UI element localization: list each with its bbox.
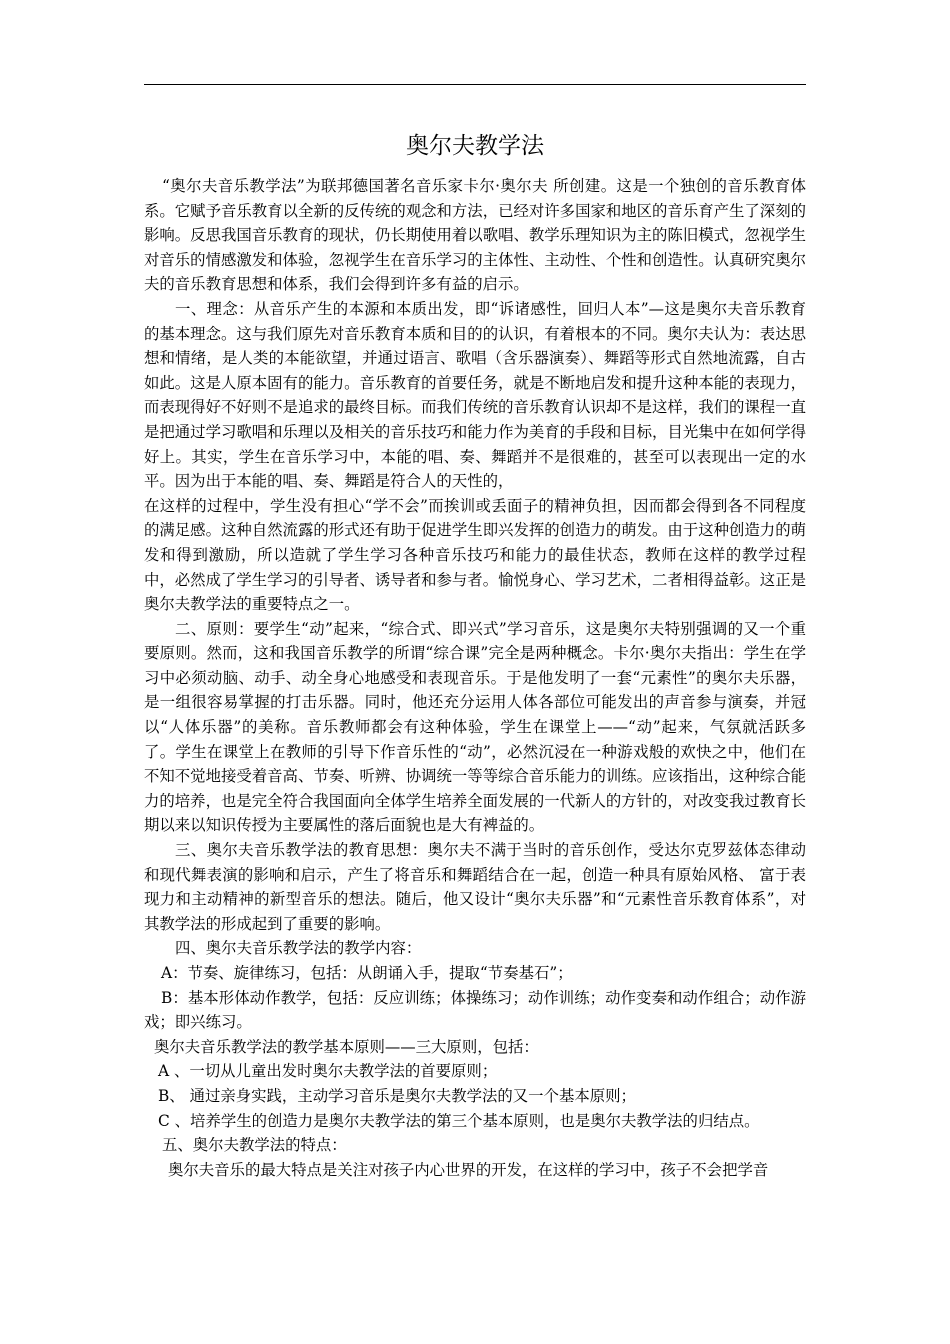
principle-item-a: A 、一切从儿童出发时奥尔夫教学法的首要原则；: [158, 1062, 498, 1081]
paragraph-principles-intro: 奥尔夫音乐教学法的教学基本原则——三大原则，包括：: [154, 1037, 539, 1056]
document-title: 奥尔夫教学法: [406, 133, 544, 159]
paragraph-intro: “奥尔夫音乐教学法”为联邦德国著名音乐家卡尔·奥尔夫 所创建。这是一个独创的音乐教育体系。它赋予音乐教育以全新的反传统的观念和方法，已经对许多国家和地区的音乐育产生了深刻的影响。反思我国音乐教育的现状，仍长期使用着以歌唱、教学乐理知识为主的陈旧模式，忽视学生对音乐的情感激发和体验，忽视学生在音乐学习的主体性、主动性、个性和创造性。认真研究奥尔夫的音乐教育思想和体系，我们会得到许多有益的启示。: [144, 177, 806, 294]
document-body: [144, 174, 806, 1182]
header-rule: [144, 84, 806, 85]
paragraph-section-1-continued: 在这样的过程中，学生没有担心“学不会”而挨训或丢面子的精神负担，因而都会得到各不同程度的满足感。这种自然流露的形式还有助于促进学生即兴发挥的创造力的萌发。由于这种创造力的萌发和得到激励，所以造就了学生学习各种音乐技巧和能力的最佳状态，教师在这样的教学过程 中，必然成了学生学习的引导者、诱导者和参与者。愉悦身心、学习艺术，二者相得益彰。这正是奥尔夫教学法的重要特点之一。: [144, 496, 806, 614]
paragraph-section-2: 二、原则：要学生“动”起来，“综合式、即兴式”学习音乐，这是奥尔夫特别强调的又一个重要原则。然而，这和我国音乐教学的所谓“综合课”完全是两种概念。卡尔·奥尔夫指出：学生在学习中必须动脑、动手、动全身心地感受和表现音乐。于是他发明了一套“元素性”的奥尔夫乐器，是一组很容易掌握的打击乐器。同时，他还充分运用人体各部位可能发出的声音参与演奏，并冠以“人体乐器”的美称。音乐教师都会有这种体验，学生在课堂上——“动”起来，气氛就活跃多了。学生在课堂上在教师的引导下作音乐性的“动”，必然沉浸在一种游戏般的欢快之中，他们在不知不觉地接受着音高、节奏、听辨、协调统一等等综合音乐能力的训练。应该指出，这种综合能力的培养，也是完全符合我国面向全体学生培养全面发展的一代新人的方针的，对改变我过教育长期以来以知识传授为主要属性的落后面貌也是大有裨益的。: [144, 619, 806, 835]
list-item-a: A：节奏、旋律练习，包括：从朗诵入手，提取“节奏基石”；: [161, 964, 573, 982]
paragraph-section-5-text: 奥尔夫音乐的最大特点是关注对孩子内心世界的开发，在这样的学习中，孩子不会把学音: [168, 1160, 769, 1179]
paragraph-section-3: 三、奥尔夫音乐教学法的教育思想：奥尔夫不满于当时的音乐创作，受达尔克罗兹体态律动和现代舞表演的影响和启示，产生了将音乐和舞蹈结合在一起，创造一种具有原始风格、 富于表现力和主动精神的新型音乐的想法。随后，他又设计“奥尔夫乐器”和“元素性音乐教育体系”，对其教学法的形成起到了重要的影响。: [144, 841, 806, 933]
principle-item-c: C 、培养学生的创造力是奥尔夫教学法的第三个基本原则，也是奥尔夫教学法的归结点。: [158, 1111, 760, 1130]
paragraph-section-1: 一、理念：从音乐产生的本源和本质出发，即“诉诸感性，回归人本”—这是奥尔夫音乐教育的基本理念。这与我们原先对音乐教育本质和目的的认识，有着根本的不同。奥尔夫认为：表达思想和情绪，是人类的本能欲望，并通过语言、歌唱（含乐器演奏）、舞蹈等形式自然地流露，自古如此。这是人原本固有的能力。音乐教育的首要任务，就是不断地启发和提升这种本能的表现力，而表现得好不好则不是追求的最终目标。而我们传统的音乐教育认识却不是这样，我们的课程一直是把通过学习歌唱和乐理以及相关的音乐技巧和能力作为美育的手段和目标，目光集中在如何学得好上。其实，学生在音乐学习中，本能的唱、奏、舞蹈并不是很难的，甚至可以表现出一定的水平。因为出于本能的唱、奏、舞蹈是符合人的天性的，: [144, 299, 806, 491]
paragraph-section-5-heading: 五、奥尔夫教学法的特点：: [162, 1136, 347, 1155]
paragraph-section-4-heading: 四、奥尔夫音乐教学法的教学内容：: [175, 939, 422, 958]
principle-item-b: B、 通过亲身实践，主动学习音乐是奥尔夫教学法的又一个基本原则；: [158, 1086, 636, 1105]
list-item-b: B：基本形体动作教学，包括：反应训练；体操练习；动作训练；动作变奏和动作组合；动作游戏；即兴练习。: [144, 988, 806, 1032]
